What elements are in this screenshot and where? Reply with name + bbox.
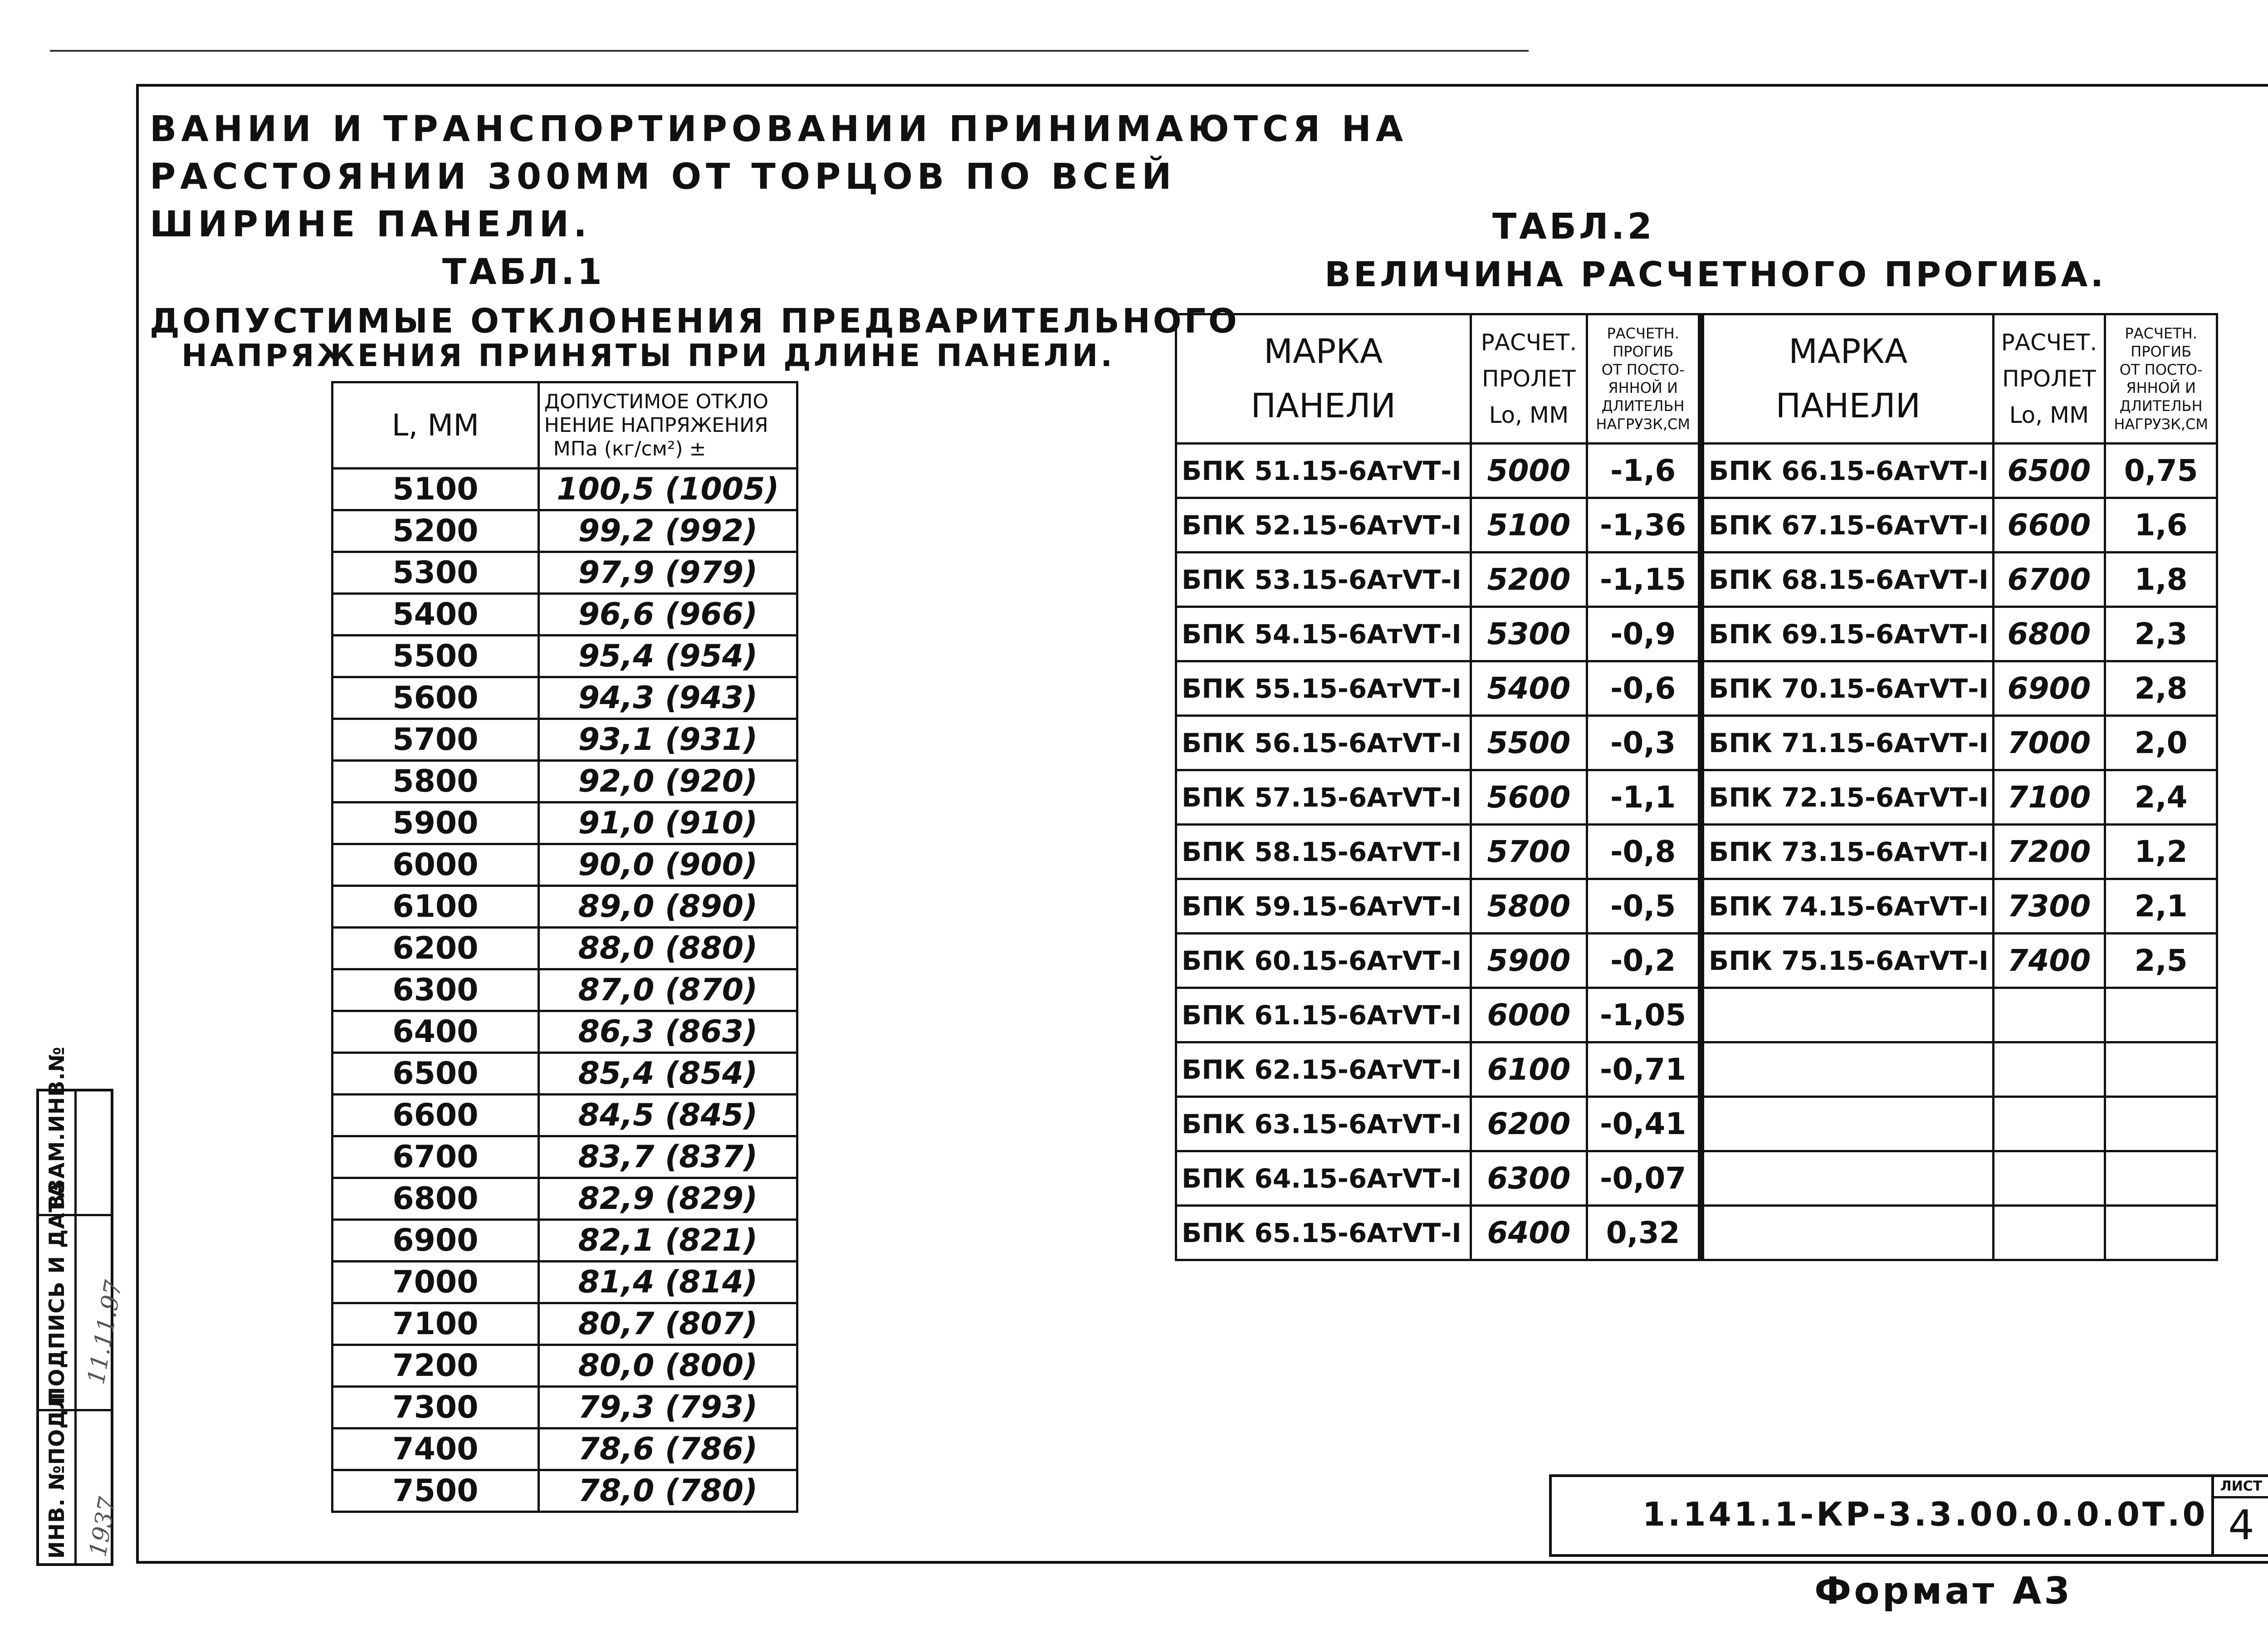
table1-row	[332, 802, 797, 844]
table1-tolerance-cell: 78,0 (780)	[538, 1470, 797, 1512]
table2-span-cell	[1993, 1042, 2105, 1097]
table1-length-cell: 6600	[332, 1095, 539, 1136]
table2-row	[1176, 444, 2217, 498]
table1-tolerance-cell: 93,1 (931)	[538, 719, 797, 761]
table2-mark-cell: БПК 64.15-6АтⅤТ-Ⅰ	[1176, 1151, 1471, 1206]
table2-deflection-cell: -0,8	[1587, 825, 1701, 879]
table2-span-cell: 6800	[1993, 607, 2105, 661]
table2-header-span-right	[1993, 314, 2105, 444]
table2-deflection-cell	[2105, 988, 2217, 1042]
table2-span-cell: 6100	[1471, 1042, 1587, 1097]
table2-header-span-l2: ПРОЛЕТ	[1481, 366, 1576, 392]
table2-deflection-cell: 1,8	[2105, 553, 2217, 607]
table2-deflection-cell	[2105, 1042, 2217, 1097]
table2-span-cell: 5400	[1471, 661, 1587, 716]
table1-row	[332, 1011, 797, 1053]
table1-tolerance-cell: 80,7 (807)	[538, 1303, 797, 1345]
table2-span-cell: 6200	[1471, 1097, 1587, 1151]
table2-header-mark-l2: ПАНЕЛИ	[1251, 386, 1396, 426]
table2-row	[1176, 553, 2217, 607]
sheet-box	[2211, 1477, 2268, 1554]
table1-tolerance-cell: 92,0 (920)	[538, 761, 797, 802]
table2-deflection-cell: -0,6	[1587, 661, 1701, 716]
table2-header-defl-l4: ЯННОЙ И	[1608, 379, 1678, 396]
intro-line-1: ВАНИИ И ТРАНСПОРТИРОВАНИИ ПРИНИМАЮТСЯ НА	[150, 109, 1408, 150]
table2-mark-cell	[1701, 988, 1993, 1042]
table1-header-tol-line1: ДОПУСТИМОЕ ОТКЛО	[544, 390, 769, 413]
table1-tolerance-cell: 95,4 (954)	[538, 636, 797, 677]
table1-length-cell: 6300	[332, 969, 539, 1011]
table2-header-defl-l1: РАСЧЕТН.	[1607, 325, 1679, 342]
table2-header-defl-r1: РАСЧЕТН.	[2125, 325, 2197, 342]
intro-line-3: ШИРИНЕ ПАНЕЛИ.	[150, 204, 591, 245]
table2-deflection-cell	[2105, 1151, 2217, 1206]
table2-deflection-cell: -0,3	[1587, 716, 1701, 770]
table2-deflection-cell: -0,2	[1587, 934, 1701, 988]
table-deflection	[1175, 313, 2218, 1261]
table2-span-cell: 6600	[1993, 498, 2105, 553]
table1-length-cell: 5800	[332, 761, 539, 802]
table2-mark-cell: БПК 58.15-6АтⅤТ-Ⅰ	[1176, 825, 1471, 879]
table1-tolerance-cell: 89,0 (890)	[538, 886, 797, 928]
table2-mark-cell: БПК 56.15-6АтⅤТ-Ⅰ	[1176, 716, 1471, 770]
table1-length-cell: 5400	[332, 594, 539, 636]
table2-row	[1176, 825, 2217, 879]
table2-deflection-cell: -1,36	[1587, 498, 1701, 553]
table2-span-cell	[1993, 988, 2105, 1042]
table2-mark-cell: БПК 63.15-6АтⅤТ-Ⅰ	[1176, 1097, 1471, 1151]
table2-header-span-l3: Lo, ММ	[1489, 402, 1569, 428]
table1-row	[332, 594, 797, 636]
table1-row	[332, 1470, 797, 1512]
table1-length-cell: 5200	[332, 510, 539, 552]
table2-header-mark-left	[1176, 314, 1471, 444]
table2-title: ВЕЛИЧИНА РАСЧЕТНОГО ПРОГИБА.	[1325, 254, 2107, 294]
table1-header-tolerance	[538, 382, 797, 469]
table2-row	[1176, 770, 2217, 825]
table1-row	[332, 1220, 797, 1262]
table-tolerances	[331, 381, 798, 1513]
table2-mark-cell: БПК 73.15-6АтⅤТ-Ⅰ	[1701, 825, 1993, 879]
table1-row	[332, 928, 797, 969]
table2-span-cell: 6400	[1471, 1206, 1587, 1260]
table2-mark-cell: БПК 75.15-6АтⅤТ-Ⅰ	[1701, 934, 1993, 988]
table2-span-cell: 5500	[1471, 716, 1587, 770]
side-strip-handwritten-date: 11.11.97	[83, 1278, 128, 1387]
table2-mark-cell: БПК 66.15-6АтⅤТ-Ⅰ	[1701, 444, 1993, 498]
table1-row	[332, 1345, 797, 1387]
table2-mark-cell: БПК 74.15-6АтⅤТ-Ⅰ	[1701, 879, 1993, 934]
table2-header-span-r1: РАСЧЕТ.	[2001, 329, 2097, 356]
table1-body	[332, 469, 797, 1512]
table2-mark-cell: БПК 54.15-6АтⅤТ-Ⅰ	[1176, 607, 1471, 661]
title-block	[1549, 1474, 2268, 1557]
table1-row	[332, 969, 797, 1011]
table2-header-defl-l6: НАГРУЗК,СМ	[1596, 416, 1690, 433]
table1-row	[332, 677, 797, 719]
table2-mark-cell: БПК 60.15-6АтⅤТ-Ⅰ	[1176, 934, 1471, 988]
table2-label: ТАБЛ.2	[1492, 206, 1655, 247]
table2-header-defl-r2: ПРОГИБ	[2131, 343, 2192, 360]
table1-row	[332, 1178, 797, 1220]
table1-length-cell: 5900	[332, 802, 539, 844]
table2-deflection-cell: 2,1	[2105, 879, 2217, 934]
table1-row	[332, 886, 797, 928]
table2-row	[1176, 1042, 2217, 1097]
table1-tolerance-cell: 96,6 (966)	[538, 594, 797, 636]
table2-header-mark-r1: МАРКА	[1789, 332, 1908, 371]
table2-deflection-cell: -1,15	[1587, 553, 1701, 607]
table1-row	[332, 552, 797, 594]
table1-length-cell: 7200	[332, 1345, 539, 1387]
table2-row	[1176, 988, 2217, 1042]
table1-row	[332, 1387, 797, 1429]
table1-length-cell: 7400	[332, 1429, 539, 1470]
table1-length-cell: 5500	[332, 636, 539, 677]
table1-tolerance-cell: 81,4 (814)	[538, 1262, 797, 1303]
table1-header-tol-line3: МПа (кг/см²) ±	[553, 437, 706, 460]
table2-deflection-cell: -0,9	[1587, 607, 1701, 661]
table2-header-defl-r6: НАГРУЗК,СМ	[2114, 416, 2208, 433]
table2-body	[1176, 444, 2217, 1260]
table2-header-defl-l2: ПРОГИБ	[1613, 343, 1674, 360]
side-strip-replace-label: ВЗАМ.ИНВ.№	[44, 1046, 69, 1210]
table2-deflection-cell: -0,41	[1587, 1097, 1701, 1151]
table2-deflection-cell: 2,8	[2105, 661, 2217, 716]
table2-header-defl-r4: ЯННОЙ И	[2126, 379, 2196, 396]
table2-mark-cell: БПК 70.15-6АтⅤТ-Ⅰ	[1701, 661, 1993, 716]
table2-span-cell: 5700	[1471, 825, 1587, 879]
table2-span-cell	[1993, 1151, 2105, 1206]
table1-length-cell: 5300	[332, 552, 539, 594]
table2-row	[1176, 1206, 2217, 1260]
table2-span-cell	[1993, 1206, 2105, 1260]
format-label: Формат А3	[1814, 1570, 2073, 1613]
table2-mark-cell: БПК 67.15-6АтⅤТ-Ⅰ	[1701, 498, 1993, 553]
table1-length-cell: 5600	[332, 677, 539, 719]
table1-length-cell: 6900	[332, 1220, 539, 1262]
table1-tolerance-cell: 97,9 (979)	[538, 552, 797, 594]
table1-length-cell: 6200	[332, 928, 539, 969]
table2-row	[1176, 1151, 2217, 1206]
table1-tolerance-cell: 84,5 (845)	[538, 1095, 797, 1136]
table2-deflection-cell	[2105, 1097, 2217, 1151]
table2-row	[1176, 661, 2217, 716]
table2-row	[1176, 879, 2217, 934]
table2-span-cell: 5200	[1471, 553, 1587, 607]
intro-line-2: РАССТОЯНИИ 300ММ ОТ ТОРЦОВ ПО ВСЕЙ	[150, 157, 1176, 197]
table1-tolerance-cell: 82,1 (821)	[538, 1220, 797, 1262]
table2-span-cell: 6500	[1993, 444, 2105, 498]
table1-row	[332, 1303, 797, 1345]
table2-span-cell: 6300	[1471, 1151, 1587, 1206]
table2-header-span-r3: Lo, ММ	[2009, 402, 2089, 428]
table2-header-mark-right	[1701, 314, 1993, 444]
table1-length-cell: 5100	[332, 469, 539, 510]
table1-tolerance-cell: 99,2 (992)	[538, 510, 797, 552]
table2-deflection-cell: 1,6	[2105, 498, 2217, 553]
table2-deflection-cell: -0,71	[1587, 1042, 1701, 1097]
table2-header-defl-right	[2105, 314, 2217, 444]
table2-mark-cell: БПК 68.15-6АтⅤТ-Ⅰ	[1701, 553, 1993, 607]
table2-row	[1176, 498, 2217, 553]
table2-span-cell: 7200	[1993, 825, 2105, 879]
table2-span-cell: 6000	[1471, 988, 1587, 1042]
table2-header-span-l1: РАСЧЕТ.	[1481, 329, 1577, 356]
table1-tolerance-cell: 80,0 (800)	[538, 1345, 797, 1387]
table2-deflection-cell: 2,3	[2105, 607, 2217, 661]
table1-row	[332, 844, 797, 886]
table1-row	[332, 1095, 797, 1136]
table2-mark-cell: БПК 62.15-6АтⅤТ-Ⅰ	[1176, 1042, 1471, 1097]
table1-header-tol-line2: НЕНИЕ НАПРЯЖЕНИЯ	[544, 413, 768, 437]
side-strip-inv-label: ИНВ. №ПОДЛ	[44, 1392, 69, 1559]
table1-length-cell: 7000	[332, 1262, 539, 1303]
table2-mark-cell: БПК 69.15-6АтⅤТ-Ⅰ	[1701, 607, 1993, 661]
table2-span-cell: 5300	[1471, 607, 1587, 661]
table1-row	[332, 1429, 797, 1470]
table2-span-cell: 7100	[1993, 770, 2105, 825]
table1-length-cell: 7500	[332, 1470, 539, 1512]
table2-mark-cell: БПК 55.15-6АтⅤТ-Ⅰ	[1176, 661, 1471, 716]
table1-length-cell: 6800	[332, 1178, 539, 1220]
table2-span-cell: 6900	[1993, 661, 2105, 716]
drawing-code: 1.141.1-КР-3.3.00.0.0.0Т.0	[1642, 1495, 2208, 1533]
table2-header-mark-r2: ПАНЕЛИ	[1775, 386, 1921, 426]
table1-length-cell: 6000	[332, 844, 539, 886]
table1-length-cell: 5700	[332, 719, 539, 761]
table1-length-cell: 6400	[332, 1011, 539, 1053]
table1-tolerance-cell: 100,5 (1005)	[538, 469, 797, 510]
table2-deflection-cell: 2,0	[2105, 716, 2217, 770]
table2-row	[1176, 1097, 2217, 1151]
table1-tolerance-cell: 90,0 (900)	[538, 844, 797, 886]
table2-span-cell: 5600	[1471, 770, 1587, 825]
table1-tolerance-cell: 78,6 (786)	[538, 1429, 797, 1470]
table2-mark-cell: БПК 65.15-6АтⅤТ-Ⅰ	[1176, 1206, 1471, 1260]
table1-row	[332, 469, 797, 510]
table1-tolerance-cell: 86,3 (863)	[538, 1011, 797, 1053]
table2-mark-cell: БПК 57.15-6АтⅤТ-Ⅰ	[1176, 770, 1471, 825]
table2-mark-cell: БПК 61.15-6АтⅤТ-Ⅰ	[1176, 988, 1471, 1042]
table2-deflection-cell: -0,5	[1587, 879, 1701, 934]
table1-tolerance-cell: 88,0 (880)	[538, 928, 797, 969]
side-stamp-strip	[36, 1046, 128, 1566]
table1-title-2: НАПРЯЖЕНИЯ ПРИНЯТЫ ПРИ ДЛИНЕ ПАНЕЛИ.	[181, 338, 1115, 374]
table1-tolerance-cell: 87,0 (870)	[538, 969, 797, 1011]
table2-mark-cell: БПК 53.15-6АтⅤТ-Ⅰ	[1176, 553, 1471, 607]
table2-deflection-cell: -1,6	[1587, 444, 1701, 498]
table2-deflection-cell: -1,1	[1587, 770, 1701, 825]
table2-header-span-r2: ПРОЛЕТ	[2002, 366, 2096, 392]
table2-header-defl-r3: ОТ ПОСТО-	[2119, 361, 2203, 378]
side-strip-handwritten-inv: 1937	[84, 1495, 122, 1559]
table2-mark-cell: БПК 71.15-6АтⅤТ-Ⅰ	[1701, 716, 1993, 770]
table2-span-cell: 5900	[1471, 934, 1587, 988]
table1-length-cell: 7100	[332, 1303, 539, 1345]
table1-header-length: L, ММ	[332, 382, 539, 469]
table1-row	[332, 1053, 797, 1095]
table2-header-defl-l5: ДЛИТЕЛЬН	[1601, 397, 1685, 415]
table2-span-cell: 6700	[1993, 553, 2105, 607]
table1-length-cell: 6100	[332, 886, 539, 928]
table2-mark-cell: БПК 51.15-6АтⅤТ-Ⅰ	[1176, 444, 1471, 498]
table1-length-cell: 6700	[332, 1136, 539, 1178]
table2-header-defl-left	[1587, 314, 1701, 444]
sheet-label: ЛИСТ	[2214, 1477, 2268, 1498]
table1-tolerance-cell: 91,0 (910)	[538, 802, 797, 844]
table1-row	[332, 636, 797, 677]
side-strip-sign-label: ПОДПИСЬ И ДАТА	[44, 1181, 69, 1404]
table2-deflection-cell: -1,05	[1587, 988, 1701, 1042]
table2-deflection-cell: 2,5	[2105, 934, 2217, 988]
table1-label: ТАБЛ.1	[442, 252, 605, 293]
table2-mark-cell: БПК 59.15-6АтⅤТ-Ⅰ	[1176, 879, 1471, 934]
table2-deflection-cell: -0,07	[1587, 1151, 1701, 1206]
table2-span-cell: 7300	[1993, 879, 2105, 934]
table1-tolerance-cell: 79,3 (793)	[538, 1387, 797, 1429]
table1-row	[332, 761, 797, 802]
table2-row	[1176, 934, 2217, 988]
table1-row	[332, 510, 797, 552]
table1-tolerance-cell: 85,4 (854)	[538, 1053, 797, 1095]
table2-mark-cell	[1701, 1151, 1993, 1206]
table2-mark-cell	[1701, 1042, 1993, 1097]
table2-deflection-cell: 1,2	[2105, 825, 2217, 879]
table2-header-defl-l3: ОТ ПОСТО-	[1601, 361, 1685, 378]
table2-span-cell: 5100	[1471, 498, 1587, 553]
table2-span-cell: 5800	[1471, 879, 1587, 934]
table1-title-1: ДОПУСТИМЫЕ ОТКЛОНЕНИЯ ПРЕДВАРИТЕЛЬНОГО	[150, 302, 1240, 341]
table2-row	[1176, 607, 2217, 661]
table2-header-defl-r5: ДЛИТЕЛЬН	[2119, 397, 2203, 415]
table1-row	[332, 1262, 797, 1303]
table2-mark-cell	[1701, 1097, 1993, 1151]
table2-span-cell: 7400	[1993, 934, 2105, 988]
table2-row	[1176, 716, 2217, 770]
table2-deflection-cell: 0,32	[1587, 1206, 1701, 1260]
table2-span-cell: 5000	[1471, 444, 1587, 498]
table2-mark-cell: БПК 52.15-6АтⅤТ-Ⅰ	[1176, 498, 1471, 553]
table1-row	[332, 1136, 797, 1178]
table1-row	[332, 719, 797, 761]
table2-span-cell	[1993, 1097, 2105, 1151]
table1-tolerance-cell: 82,9 (829)	[538, 1178, 797, 1220]
table2-deflection-cell	[2105, 1206, 2217, 1260]
table2-deflection-cell: 0,75	[2105, 444, 2217, 498]
table1-tolerance-cell: 83,7 (837)	[538, 1136, 797, 1178]
scan-line-top	[50, 50, 1529, 52]
table2-mark-cell: БПК 72.15-6АтⅤТ-Ⅰ	[1701, 770, 1993, 825]
table2-span-cell: 7000	[1993, 716, 2105, 770]
table2-header-mark-l1: МАРКА	[1264, 332, 1383, 371]
table1-length-cell: 6500	[332, 1053, 539, 1095]
table2-mark-cell	[1701, 1206, 1993, 1260]
sheet-number: 4	[2228, 1502, 2254, 1549]
table2-header-span-left	[1471, 314, 1587, 444]
table2-deflection-cell: 2,4	[2105, 770, 2217, 825]
table1-length-cell: 7300	[332, 1387, 539, 1429]
table1-tolerance-cell: 94,3 (943)	[538, 677, 797, 719]
